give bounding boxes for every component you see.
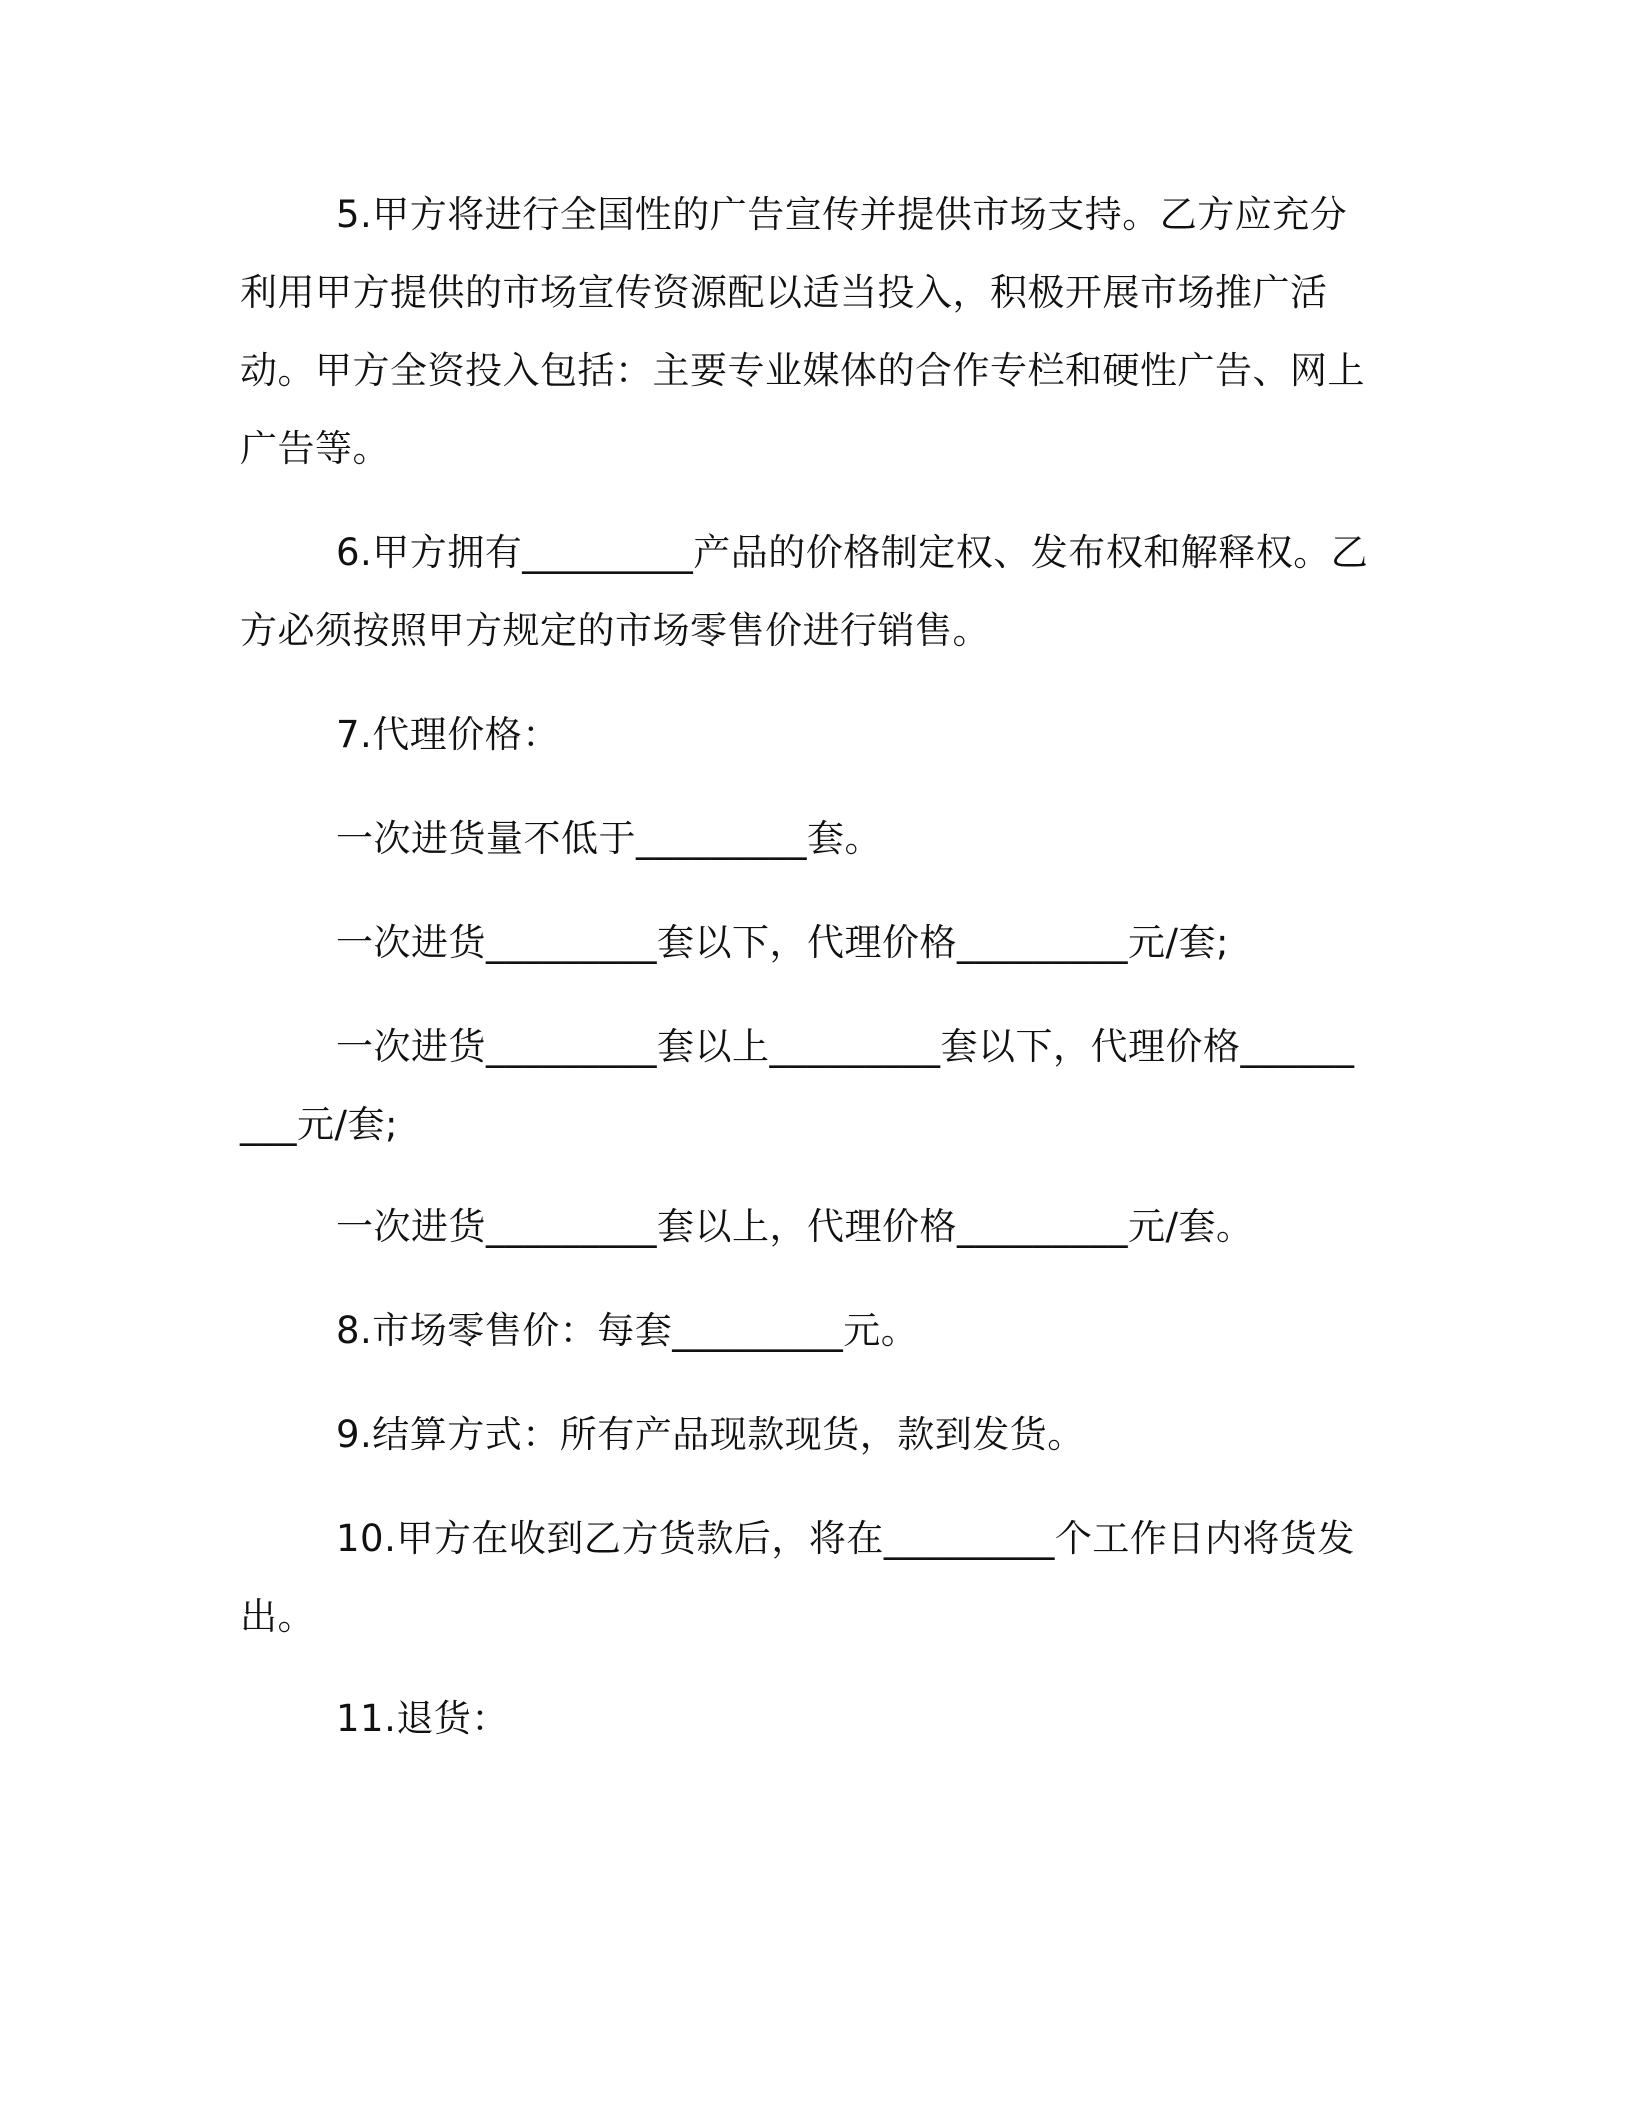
- paragraph-price-tier-2: 一次进货_________套以上_________套以下，代理价格_________元/套;: [240, 1025, 1355, 1146]
- paragraph-price-tier-3: 一次进货_________套以上，代理价格_________元/套。: [336, 1205, 1254, 1248]
- paragraph-min-order: 一次进货量不低于_________套。: [336, 817, 882, 860]
- paragraph-10-shipping: 10.甲方在收到乙方货款后，将在_________个工作日内将货发出。: [240, 1517, 1355, 1638]
- paragraph-9-settlement: 9.结算方式：所有产品现款现货，款到发货。: [336, 1413, 1085, 1456]
- paragraph-11-returns: 11.退货：: [336, 1697, 509, 1740]
- paragraph-8-retail-price: 8.市场零售价：每套_________元。: [336, 1309, 919, 1352]
- paragraph-7-agency-price-heading: 7.代理价格：: [336, 713, 560, 756]
- paragraph-5-advertising: 5.甲方将进行全国性的广告宣传并提供市场支持。乙方应充分利用甲方提供的市场宣传资源配以适当投入，积极开展市场推广活动。甲方全资投入包括：主要专业媒体的合作专栏和硬性广告、网上广告等。: [240, 193, 1365, 470]
- paragraph-6-pricing-rights: 6.甲方拥有_________产品的价格制定权、发布权和解释权。乙方必须按照甲方规定的市场零售价进行销售。: [240, 531, 1369, 652]
- paragraph-price-tier-1: 一次进货_________套以下，代理价格_________元/套;: [336, 921, 1229, 964]
